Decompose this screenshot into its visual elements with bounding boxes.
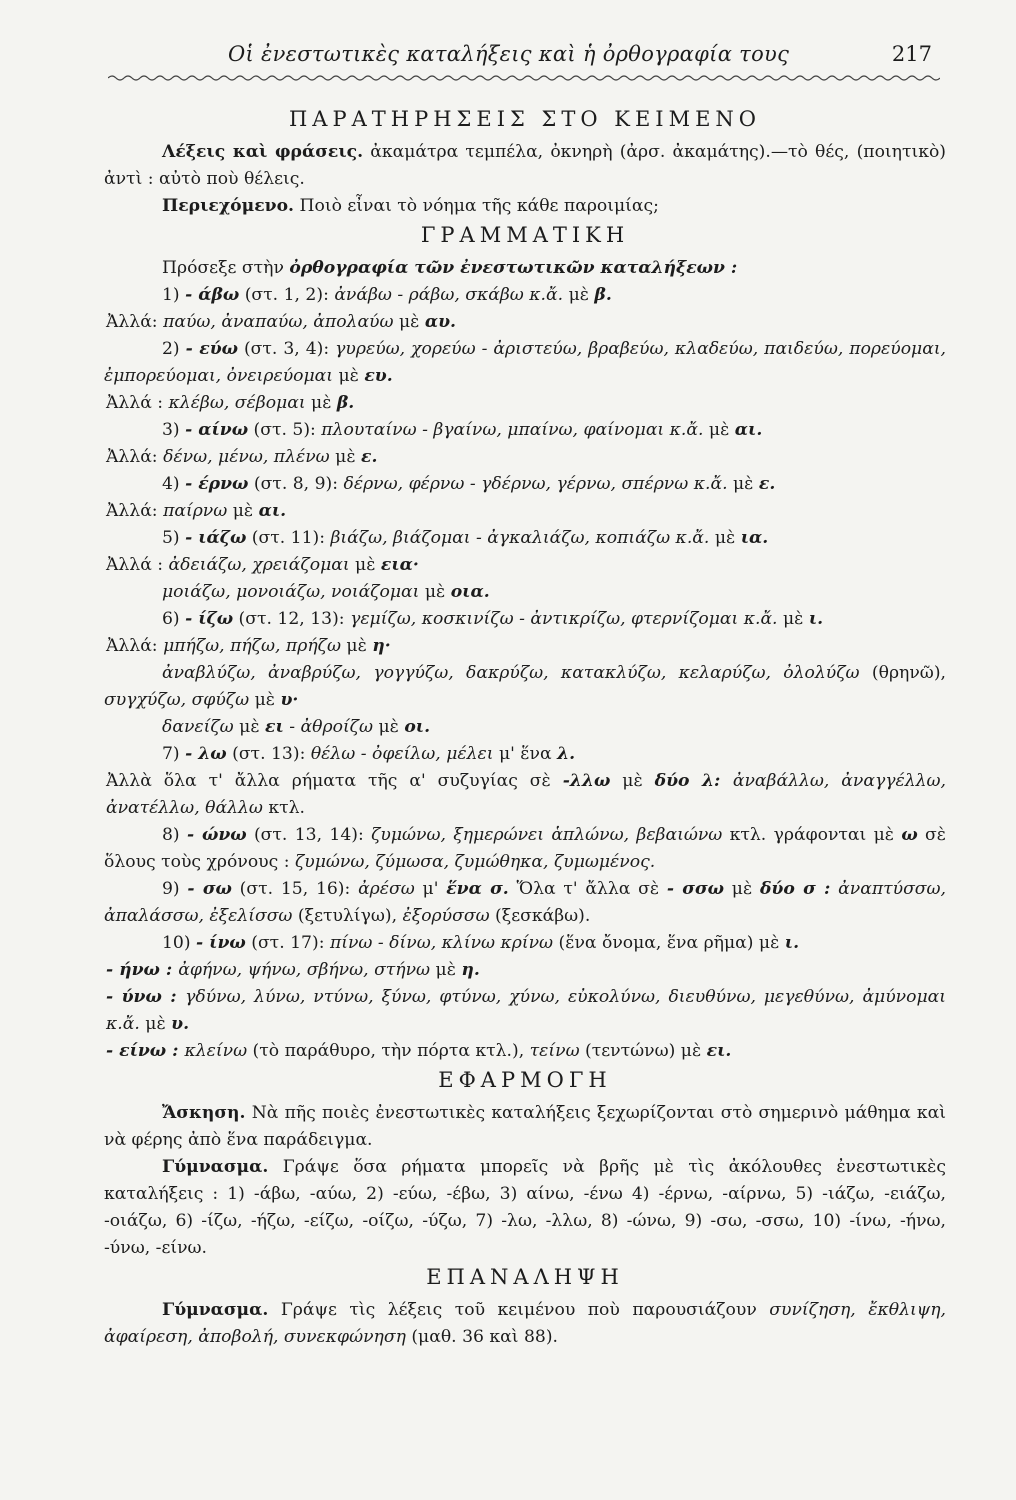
running-header — [108, 40, 940, 76]
rule-7: 7) - λω (στ. 13): θέλω - ὀφείλω, μέλει μ' ἕνα λ. — [162, 744, 576, 764]
page-body — [104, 104, 946, 1351]
rule-5-exception-2: μοιάζω, μονοιάζω, νοιάζομαι μὲ οια. — [162, 582, 490, 602]
chapter-title: Οἱ ἐνεστωτικὲς καταλήξεις καὶ ἡ ὀρθογραφία τους — [228, 42, 790, 66]
rule-3-exception: Ἀλλά: δένω, μένω, πλένω μὲ ε. — [106, 447, 378, 467]
rule-9: 9) - σω (στ. 15, 16): ἀρέσω μ' ἕνα σ. Ὅλα τ' ἄλλα σὲ - σσω μὲ δύο σ : ἀναπτύσσω, ἀπαλάσσω, ἐξελίσσω (ξετυλίγω), ἐξορύσσω (ξεσκάβω). — [104, 879, 947, 926]
rule-6-exception-2: ἀναβλύζω, ἀναβρύζω, γογγύζω, δακρύζω, κατακλύζω, κελαρύζω, ὀλολύζω (θρηνῶ), συγχύζω, σφύζω μὲ υ· — [104, 663, 946, 710]
paragraph-periexomeno: Περιεχόμενο. Ποιὸ εἶναι τὸ νόημα τῆς κάθε παροιμίας; — [162, 196, 659, 216]
section-heading-epan: ΕΠΑΝΑΛΗΨΗ — [426, 1265, 624, 1289]
section-heading-gram: ΓΡΑΜΜΑΤΙΚΗ — [420, 223, 630, 247]
wavy-rule — [108, 72, 940, 84]
section-heading-efar: ΕΦΑΡΜΟΓΗ — [438, 1068, 612, 1092]
rule-6-exception: Ἀλλά: μπήζω, πήζω, πρήζω μὲ η· — [106, 636, 391, 656]
rule-5-exception: Ἀλλά : ἀδειάζω, χρειάζομαι μὲ εια· — [106, 555, 419, 575]
gymnasma-paragraph: Γύμνασμα. Γράψε ὅσα ρήματα μπορεῖς νὰ βρῆς μὲ τὶς ἀκόλουθες ἐνεστωτικὲς καταλήξεις : 1) -άβω, -αύω, 2) -εύω, -έβω, 3) αίνω, -ένω 4) -έρνω, -αίρνω, 5) -ιάζω, -ειάζω, -οιάζω, 6) -ίζω, -ήζω, -είζω, -οίζω, -ύζω, 7) -λω, -λλω, 8) -ώνω, 9) -σω, -σσω, 10) -ίνω, -ήνω, -ύνω, -είνω. — [104, 1157, 946, 1258]
rule-8: 8) - ώνω (στ. 13, 14): ζυμώνω, ξημερώνει ἁπλώνω, βεβαιώνω κτλ. γράφονται μὲ ω σὲ ὅλους τοὺς χρόνους : ζυμώνω, ζύμωσα, ζυμώθηκα, ζυμωμένος. — [104, 825, 947, 872]
page-number: 217 — [891, 42, 932, 66]
rule-10-eta: - ήνω : ἀφήνω, ψήνω, σβήνω, στήνω μὲ η. — [106, 960, 480, 980]
rule-6: 6) - ίζω (στ. 12, 13): γεμίζω, κοσκινίζω - ἀντικρίζω, φτερνίζομαι κ.ἄ. μὲ ι. — [162, 609, 824, 629]
askisi-paragraph: Ἄσκηση. Νὰ πῆς ποιὲς ἐνεστωτικὲς καταλήξεις ξεχωρίζονται στὸ σημερινὸ μάθημα καὶ νὰ φέρης ἀπὸ ἕνα παράδειγμα. — [104, 1103, 946, 1150]
gram-intro: Πρόσεξε στὴν ὀρθογραφία τῶν ἐνεστωτικῶν καταλήξεων : — [162, 258, 738, 278]
rule-1-exception: Ἀλλά: παύω, ἀναπαύω, ἀπολαύω μὲ αυ. — [106, 312, 456, 332]
rule-3: 3) - αίνω (στ. 5): πλουταίνω - βγαίνω, μπαίνω, φαίνομαι κ.ἄ. μὲ αι. — [162, 420, 763, 440]
rule-7-exception: Ἀλλὰ ὅλα τ' ἄλλα ρήματα τῆς α' συζυγίας σὲ -λλω μὲ δύο λ: ἀναβάλλω, ἀναγγέλλω, ἀνατέλλω, θάλλω κτλ. — [106, 771, 946, 818]
rule-6-exception-3: δανείζω μὲ ει - ἀθροίζω μὲ οι. — [162, 717, 431, 737]
rule-1: 1) - άβω (στ. 1, 2): ἀνάβω - ράβω, σκάβω κ.ἄ. μὲ β. — [162, 285, 612, 305]
rule-4: 4) - έρνω (στ. 8, 9): δέρνω, φέρνω - γδέρνω, γέρνω, σπέρνω κ.ἄ. μὲ ε. — [162, 474, 776, 494]
rule-10-ypsilon: - ύνω : γδύνω, λύνω, ντύνω, ξύνω, φτύνω, χύνω, εὐκολύνω, διευθύνω, μεγεθύνω, ἀμύνομαι κ.ἄ. μὲ υ. — [106, 987, 946, 1034]
epanalipsi-paragraph: Γύμνασμα. Γράψε τὶς λέξεις τοῦ κειμένου ποὺ παρουσιάζουν συνίζηση, ἔκθλιψη, ἀφαίρεση, ἀποβολή, συνεκφώνηση (μαθ. 36 καὶ 88). — [104, 1300, 946, 1347]
rule-10: 10) - ίνω (στ. 17): πίνω - δίνω, κλίνω κρίνω (ἕνα ὄνομα, ἕνα ρῆμα) μὲ ι. — [162, 933, 800, 953]
rule-2: 2) - εύω (στ. 3, 4): γυρεύω, χορεύω - ἀριστεύω, βραβεύω, κλαδεύω, παιδεύω, πορεύομαι, ἐμπορεύομαι, ὀνειρεύομαι μὲ ευ. — [104, 339, 947, 386]
paragraph-lexeis: Λέξεις καὶ φράσεις. ἀκαμάτρα τεμπέλα, ὀκνηρὴ (ἀρσ. ἀκαμάτης).—τὸ θές, (ποιητικὸ) ἀντὶ : αὐτὸ ποὺ θέλεις. — [104, 142, 946, 189]
rule-5: 5) - ιάζω (στ. 11): βιάζω, βιάζομαι - ἀγκαλιάζω, κοπιάζω κ.ἄ. μὲ ια. — [162, 528, 769, 548]
rule-4-exception: Ἀλλά: παίρνω μὲ αι. — [106, 501, 287, 521]
section-heading-parat: ΠΑΡΑΤΗΡΗΣΕΙΣ ΣΤΟ ΚΕΙΜΕΝΟ — [288, 107, 762, 131]
rule-2-exception: Ἀλλά : κλέβω, σέβομαι μὲ β. — [106, 393, 355, 413]
rule-10-ei: - είνω : κλείνω (τὸ παράθυρο, τὴν πόρτα κτλ.), τείνω (τεντώνω) μὲ ει. — [106, 1041, 732, 1061]
